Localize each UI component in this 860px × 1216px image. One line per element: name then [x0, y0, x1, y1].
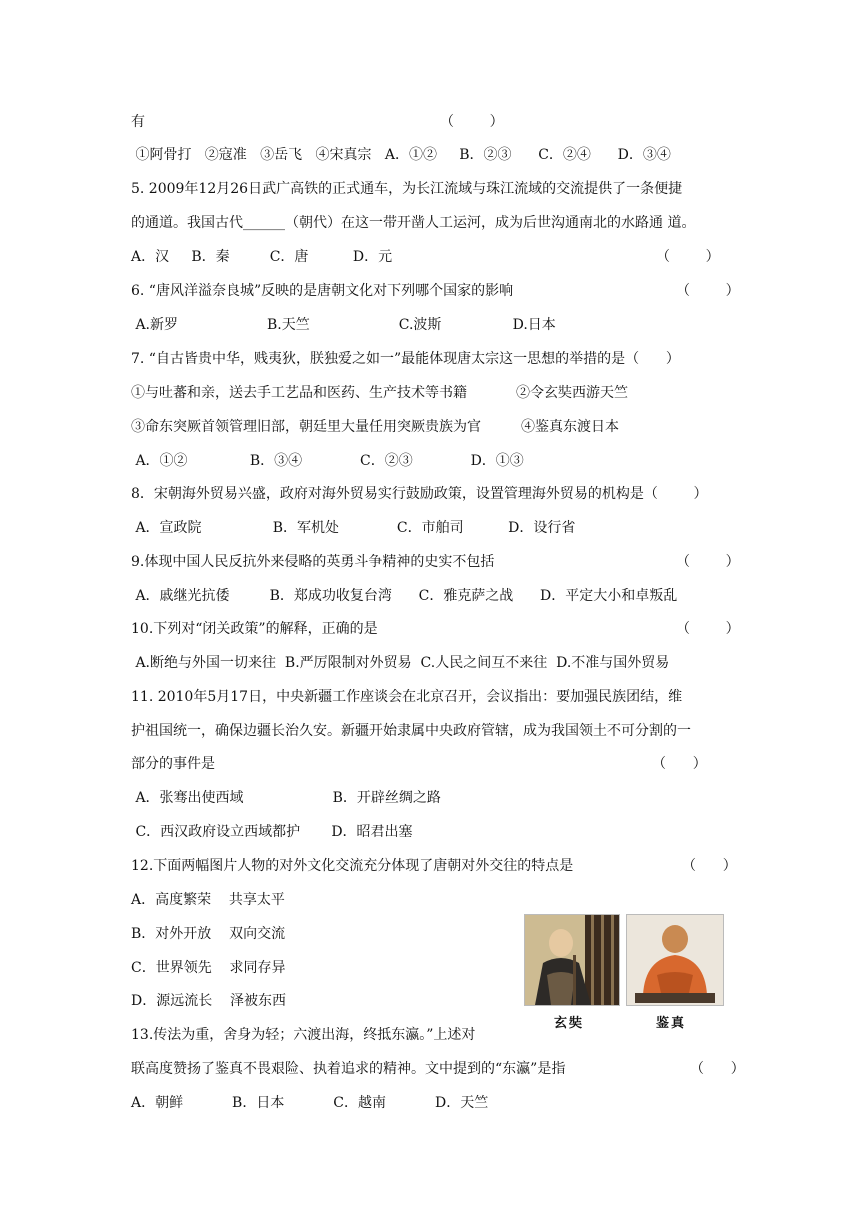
- figure-caption-xuanzang: 玄奘: [554, 1016, 585, 1031]
- options-line: C．西汉政府设立西域都护 D．昭君出塞: [131, 824, 413, 840]
- question-7: 7. “自古皆贵中华，贱夷狄，朕独爱之如一”最能体现唐太宗这一思想的举措的是（ ）: [131, 351, 680, 367]
- answer-bracket: （ ）: [682, 858, 737, 874]
- figure-caption-jianzhen: 鉴真: [656, 1016, 687, 1031]
- question-9: 9.体现中国人民反抗外来侵略的英勇斗争精神的史实不包括: [131, 554, 495, 570]
- options-line: A．戚继光抗倭 B．郑成功收复台湾 C．雅克萨之战 D．平定大小和卓叛乱: [131, 588, 678, 604]
- question-8: 8．宋朝海外贸易兴盛，政府对海外贸易实行鼓励政策，设置管理海外贸易的机构是（ ）: [131, 486, 708, 502]
- answer-bracket: （ ）: [690, 1061, 745, 1077]
- options-line: A．张骞出使西域 B．开辟丝绸之路: [131, 790, 441, 806]
- option-b: B．对外开放 双向交流: [131, 926, 286, 942]
- options-line: A．朝鲜 B．日本 C．越南 D．天竺: [131, 1095, 489, 1111]
- question-12: 12.下面两幅图片人物的对外文化交流充分体现了唐朝对外交往的特点是: [131, 858, 574, 874]
- text-line: 联高度赞扬了鉴真不畏艰险、执着追求的精神。文中提到的“东瀛”是指: [131, 1061, 566, 1077]
- options-line: ①阿骨打 ②寇准 ③岳飞 ④宋真宗 A．①② B．②③ C．②④ D．③④: [131, 147, 671, 163]
- option-a: A．高度繁荣 共享太平: [131, 892, 285, 908]
- text-line: ③命东突厥首领管理旧部，朝廷里大量任用突厥贵族为官 ④鉴真东渡日本: [131, 419, 620, 435]
- question-6: 6. “唐风洋溢奈良城”反映的是唐朝文化对下列哪个国家的影响: [131, 283, 514, 299]
- text-line: 护祖国统一，确保边疆长治久安。新疆开始隶属中央政府管辖，成为我国领土不可分割的一: [131, 723, 691, 739]
- options-line: A.新罗 B.天竺 C.波斯 D.日本: [131, 317, 556, 333]
- question-13: 13.传法为重，舍身为轻；六渡出海，终抵东瀛。”上述对: [131, 1027, 476, 1043]
- options-line: A．宣政院 B．军机处 C．市舶司 D．设行省: [131, 520, 576, 536]
- question-10: 10.下列对“闭关政策”的解释，正确的是: [131, 621, 378, 637]
- answer-bracket: （ ）: [676, 283, 740, 299]
- answer-bracket: （ ）: [676, 621, 740, 637]
- xuanzang-portrait-image: [524, 914, 620, 1006]
- answer-bracket: （ ）: [652, 756, 707, 772]
- answer-bracket: （ ）: [440, 114, 504, 130]
- text-line: 的通道。我国古代______（朝代）在这一带开凿人工运河，成为后世沟通南北的水路通 道。: [131, 215, 696, 231]
- options-line: A．汉 B．秦 C．唐 D．元: [131, 249, 393, 265]
- text-line: ①与吐蕃和亲，送去手工艺品和医药、生产技术等书籍 ②令玄奘西游天竺: [131, 385, 628, 401]
- figure-two-portraits: [524, 914, 724, 1034]
- options-line: A．①② B．③④ C．②③ D．①③: [131, 453, 524, 469]
- answer-bracket: （ ）: [656, 249, 720, 265]
- answer-bracket: （ ）: [676, 554, 740, 570]
- option-c: C．世界领先 求同存异: [131, 960, 286, 976]
- option-d: D．源远流长 泽被东西: [131, 993, 287, 1009]
- text-line: 部分的事件是: [131, 756, 215, 772]
- question-11: 11. 2010年5月17日，中央新疆工作座谈会在北京召开，会议指出：要加强民族团结，维: [131, 689, 683, 705]
- question-5: 5. 2009年12月26日武广高铁的正式通车，为长江流域与珠江流域的交流提供了一条便捷: [131, 181, 683, 197]
- options-line: A.断绝与外国一切来往 B.严厉限制对外贸易 C.人民之间互不来往 D.不准与国外贸易: [131, 655, 670, 671]
- text-line: 有: [131, 114, 145, 130]
- jianzhen-statue-image: [626, 914, 724, 1006]
